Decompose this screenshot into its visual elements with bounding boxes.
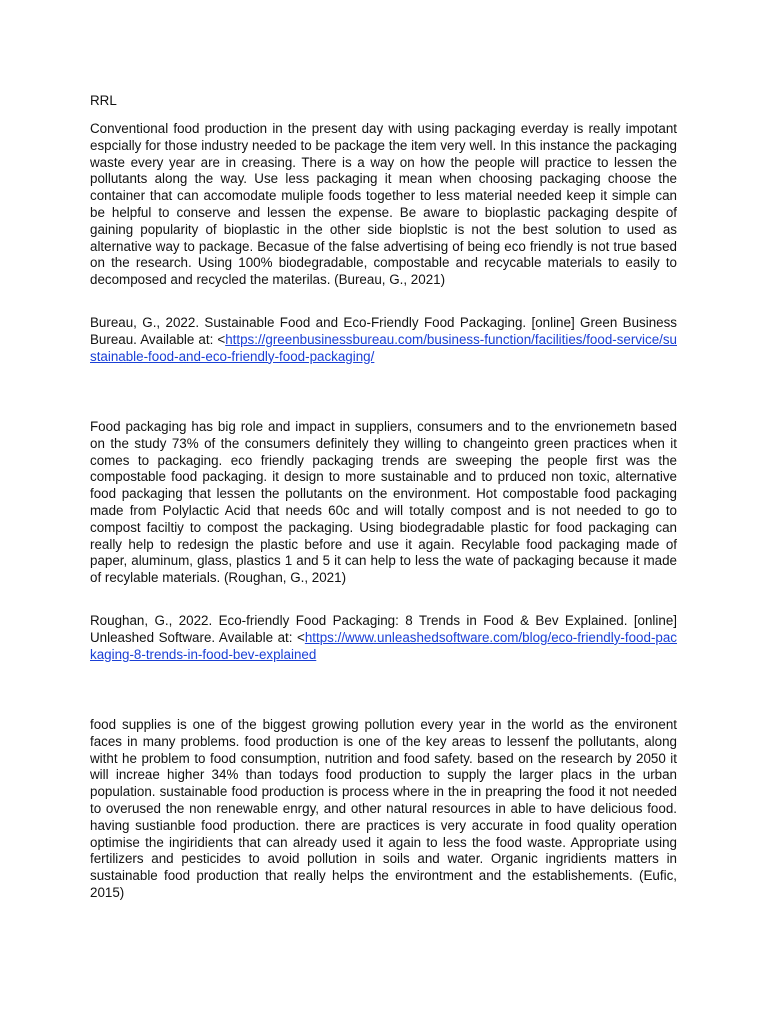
reference-1-link[interactable]: https://greenbusinessbureau.com/business-function/facilities/food-service/sustainable-food-and-eco-friendly-food-packaging/ [90,331,677,364]
reference-2-text: Roughan, G., 2022. Eco-friendly Food Packaging: 8 Trends in Food & Bev Explained. [online] Unleashed Software. Available at: < [90,613,677,645]
reference-1 [90,315,677,365]
paragraph-3: food supplies is one of the biggest growing pollution every year in the world as the environent faces in many problems. food production is one of the key areas to lessenf the pollutants, along witht he problem to food consumption, nutrition and food safety. based on the research by 2050 it will increae higher 34% than todays food production to supply the larger placs in the urban population. sustainable food production is process where in the in preapring the food it not needed to overused the non renewable enrgy, and other natural resources in able to have delicious food. having sustianble food production. there are practices is very accurate in food quality operation optimise the ingiridients that can already used it again to less the food waste. Appropriate using fertilizers and pesticides to avoid pollution in soils and water. Organic ingridients matters in sustainable food production that really helps the environtment and the establishements. (Eufic, 2015) [90,717,677,900]
reference-2-link[interactable]: https://www.unleashedsoftware.com/blog/eco-friendly-food-packaging-8-trends-in-food-bev-explained [90,629,677,662]
reference-2 [90,613,677,663]
paragraph-2: Food packaging has big role and impact in suppliers, consumers and to the envrionemetn based on the study 73% of the consumers definitely they willing to changeinto green practices when it comes to packaging. eco friendly packaging trends are sweeping the people first was the compostable food packaging. it design to more sustainable and to prduced non toxic, alternative food packaging that lessen the pollutants on the environment. Hot compostable food packaging made from Polylactic Acid that needs 60c and will totally compost and is not needed to go to compost faciltiy to compost the packaging. Using biodegradable plastic for food packaging can really help to redesign the plastic before and use it again. Recylable food packaging made of paper, aluminum, glass, plastics 1 and 5 it can help to less the wate of packaging because it made of recylable materials. (Roughan, G., 2021) [90,419,677,586]
paragraph-1: Conventional food production in the present day with using packaging everday is really impotant espcially for those industry needed to be package the item very well. In this instance the packaging waste every year are in creasing. There is a way on how the people will practice to lessen the pollutants along the way. Use less packaging it mean when choosing packaging choose the container that can accomodate muliple foods together to less material needed keep it simple can be helpful to conserve and lessen the expense. Be aware to bioplastic packaging despite of gaining popularity of bioplastic in the other side bioplstic is not the best solution to used as alternative way to package. Becasue of the false advertising of being eco friendly is not true based on the research. Using 100% biodegradable, compostable and recycable materials to easily to decomposed and recycled the materilas. (Bureau, G., 2021) [90,121,677,288]
document-page [90,0,677,1024]
reference-1-text: Bureau, G., 2022. Sustainable Food and Eco-Friendly Food Packaging. [online] Green Business Bureau. Available at: < [90,315,677,347]
document-heading: RRL [90,93,117,108]
